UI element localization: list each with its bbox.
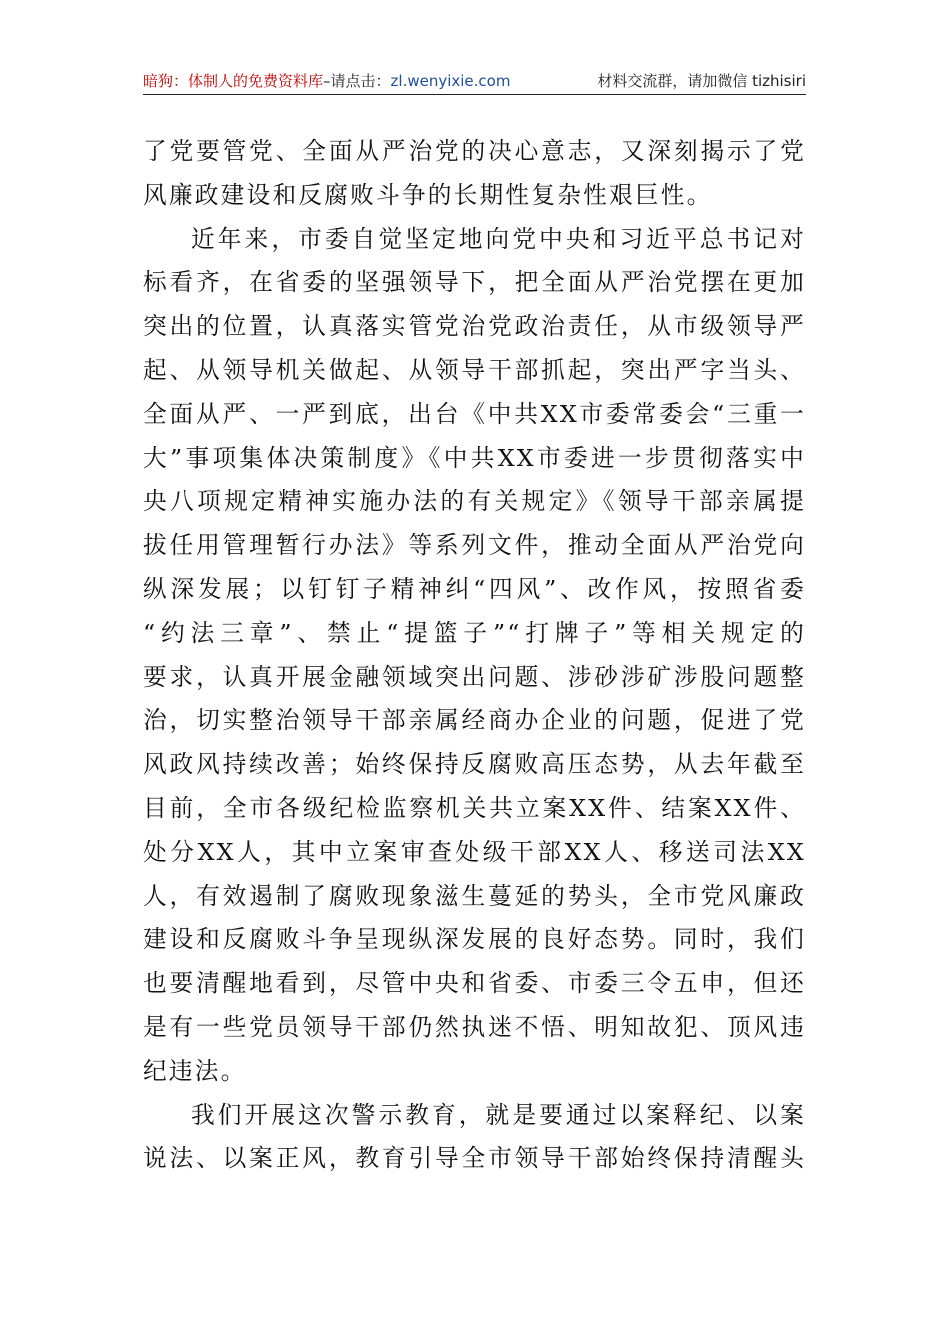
body-line: 是有一些党员领导干部仍然执迷不悟、明知故犯、顶风违 [143,1012,806,1041]
body-line: 处分XX人，其中立案审查处级干部XX人、移送司法XX [143,837,806,866]
body-line: 人，有效遏制了腐败现象滋生蔓延的势头，全市党风廉政 [143,881,806,910]
body-line: 纵深发展；以钉钉子精神纠“四风”、改作风，按照省委 [143,574,806,603]
body-line: 要求，认真开展金融领域突出问题、涉砂涉矿涉股问题整 [143,662,806,691]
header-link-label: –请点击： [323,72,391,90]
body-line: 目前，全市各级纪检监察机关共立案XX件、结案XX件、 [143,793,806,822]
body-line: 治，切实整治领导干部亲属经商办企业的问题，促进了党 [143,706,806,735]
header-website-link[interactable]: zl.wenyixie.com [390,72,511,90]
header-contact-text: 材料交流群，请加微信 tizhisiri [597,72,806,90]
document-body [143,130,806,1181]
body-line: 说法、以案正风，教育引导全市领导干部始终保持清醒头 [143,1144,806,1173]
body-line: 起、从领导机关做起、从领导干部抓起，突出严字当头、 [143,355,806,384]
paragraph-start-line: 我们开展这次警示教育，就是要通过以案释纪、以案 [191,1100,806,1129]
body-line: 大”事项集体决策制度》《中共XX市委进一步贯彻落实中 [143,443,806,472]
body-line: 也要清醒地看到，尽管中央和省委、市委三令五申，但还 [143,969,806,998]
body-line: 突出的位置，认真落实管党治党政治责任，从市级领导严 [143,312,806,341]
paragraph-start-line: 近年来，市委自觉坚定地向党中央和习近平总书记对 [191,224,806,253]
body-line: 建设和反腐败斗争呈现纵深发展的良好态势。同时，我们 [143,925,806,954]
body-line: “约法三章”、禁止“提篮子”“打牌子”等相关规定的 [143,618,806,647]
body-line: 全面从严、一严到底，出台《中共XX市委常委会“三重一 [143,399,806,428]
header-promo-text: 暗狗：体制人的免费资料库 [143,72,324,90]
body-line: 拔任用管理暂行办法》等系列文件，推动全面从严治党向 [143,531,806,560]
page-header [143,70,806,95]
body-line: 风廉政建设和反腐败斗争的长期性复杂性艰巨性。 [143,180,713,209]
body-line: 央八项规定精神实施办法的有关规定》《领导干部亲属提 [143,487,806,516]
body-line: 纪违法。 [143,1056,247,1085]
body-line: 风政风持续改善；始终保持反腐败高压态势，从去年截至 [143,750,806,779]
body-line: 标看齐，在省委的坚强领导下，把全面从严治党摆在更加 [143,268,806,297]
body-line: 了党要管党、全面从严治党的决心意志，又深刻揭示了党 [143,137,806,165]
